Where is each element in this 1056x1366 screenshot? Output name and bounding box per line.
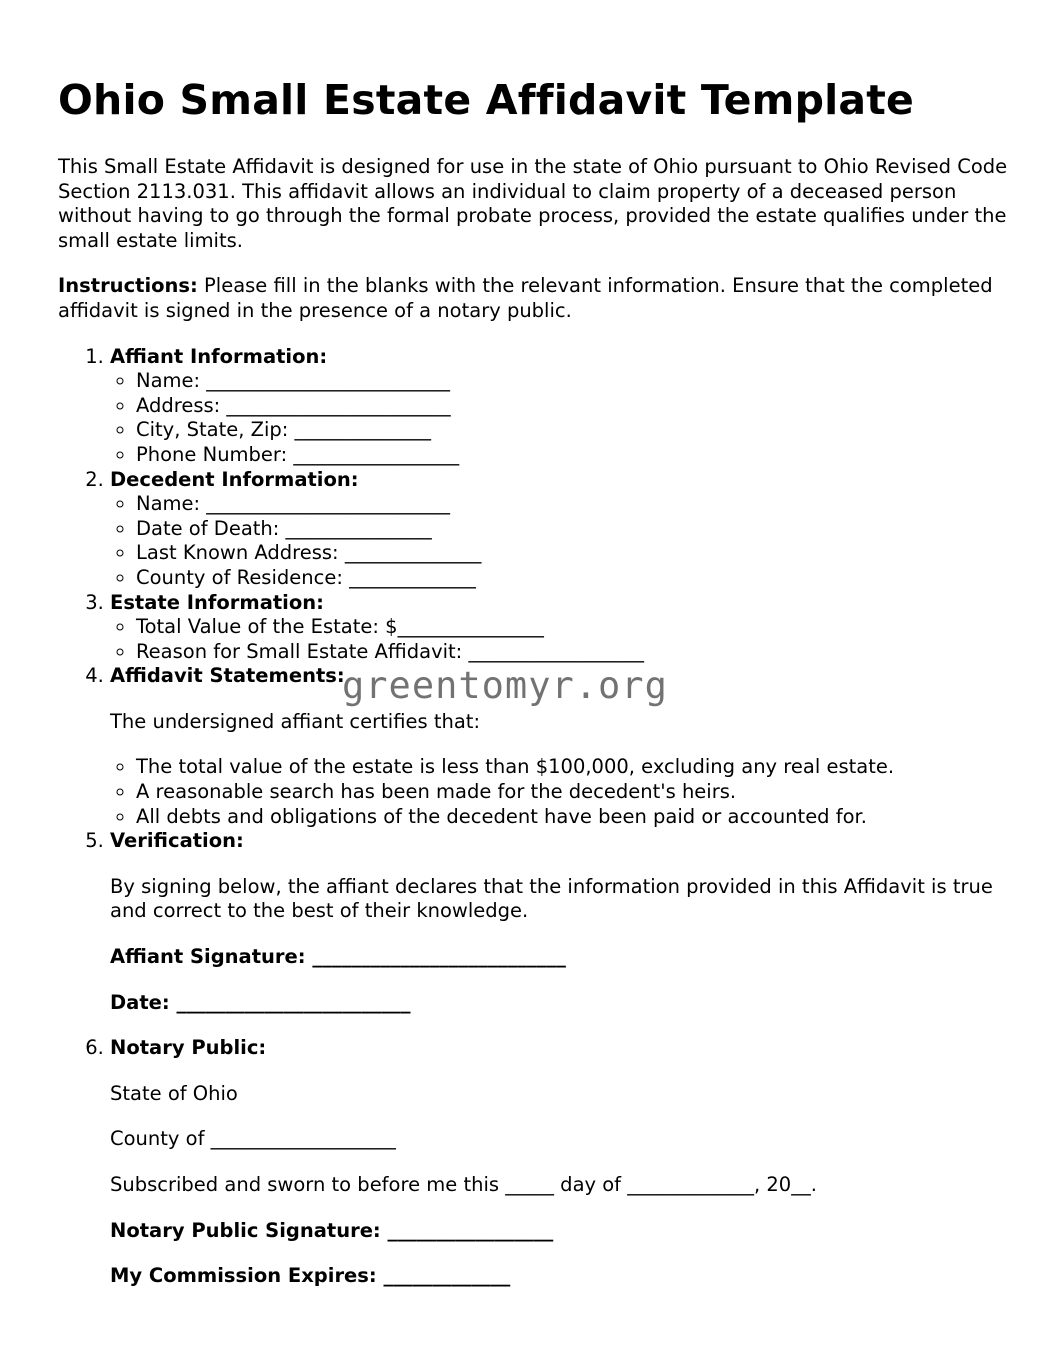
verification-text: By signing below, the affiant declares that the information provided in this Affidavit is true and correct to the best of their knowledge. <box>110 874 993 923</box>
affiant-fields <box>110 369 1008 467</box>
decedent-date-of-death-field: ◦ Date of Death: _______________ <box>136 517 1008 542</box>
section-heading: Decedent Information: <box>110 467 359 491</box>
affiant-phone-field: ◦ Phone Number: _________________ <box>136 443 1008 468</box>
decedent-last-address-field: ◦ Last Known Address: ______________ <box>136 541 1008 566</box>
statements-intro: The undersigned affiant certifies that: <box>110 709 481 733</box>
estate-fields <box>110 615 1008 664</box>
section-heading: Notary Public: <box>110 1036 267 1060</box>
section-estate <box>110 591 1008 665</box>
instructions-text: Please fill in the blanks with the relevant information. Ensure that the completed affidavit is signed in the presence of a notary public. <box>58 274 993 322</box>
page-title: Ohio Small Estate Affidavit Template <box>58 76 915 124</box>
notary-signature-line: Notary Public Signature: _________________ <box>110 1218 554 1242</box>
section-heading: Verification: <box>110 829 244 853</box>
section-notary <box>110 1036 1008 1289</box>
affidavit-sections <box>58 345 1008 1289</box>
notary-sworn-line: Subscribed and sworn to before me this _____ day of _____________, 20__. <box>110 1173 817 1196</box>
affiant-signature-line: Affiant Signature: __________________________ <box>110 945 566 969</box>
estate-reason-field: ◦ Reason for Small Estate Affidavit: __________________ <box>136 640 1008 665</box>
affiant-name-field: ◦ Name: _________________________ <box>136 369 1008 394</box>
intro-paragraph: This Small Estate Affidavit is designed for use in the state of Ohio pursuant to Ohio Revised Code Section 2113.031. This affidavit allows an individual to claim property of a deceased person without having to go through the formal probate process, provided the estate qualifies under the small estate limits. <box>58 155 1008 252</box>
statement-item: ◦ The total value of the estate is less than $100,000, excluding any real estate. <box>136 755 1008 780</box>
notary-county-line: County of ___________________ <box>110 1127 396 1151</box>
decedent-county-field: ◦ County of Residence: _____________ <box>136 566 1008 591</box>
statement-item: ◦ All debts and obligations of the decedent have been paid or accounted for. <box>136 805 1008 830</box>
section-heading: Estate Information: <box>110 590 324 614</box>
statements-list <box>110 755 1008 829</box>
statement-item: ◦ A reasonable search has been made for the decedent's heirs. <box>136 780 1008 805</box>
instructions-label: Instructions: <box>58 274 198 298</box>
notary-commission-expires-line: My Commission Expires: _____________ <box>110 1264 511 1288</box>
watermark-text: greentomyr.org <box>342 664 668 707</box>
affiant-city-state-zip-field: ◦ City, State, Zip: ______________ <box>136 418 1008 443</box>
section-heading: Affiant Information: <box>110 344 328 368</box>
verification-date-line: Date: ________________________ <box>110 990 411 1014</box>
affiant-address-field: ◦ Address: _______________________ <box>136 394 1008 419</box>
decedent-fields <box>110 492 1008 590</box>
section-affiant <box>110 345 1008 468</box>
instructions-paragraph <box>58 274 1008 323</box>
section-heading: Affidavit Statements: <box>110 664 345 688</box>
notary-state: State of Ohio <box>110 1081 238 1105</box>
section-verification <box>110 829 1008 1015</box>
decedent-name-field: ◦ Name: _________________________ <box>136 492 1008 517</box>
estate-total-value-field: ◦ Total Value of the Estate: $_______________ <box>136 615 1008 640</box>
section-decedent <box>110 468 1008 591</box>
